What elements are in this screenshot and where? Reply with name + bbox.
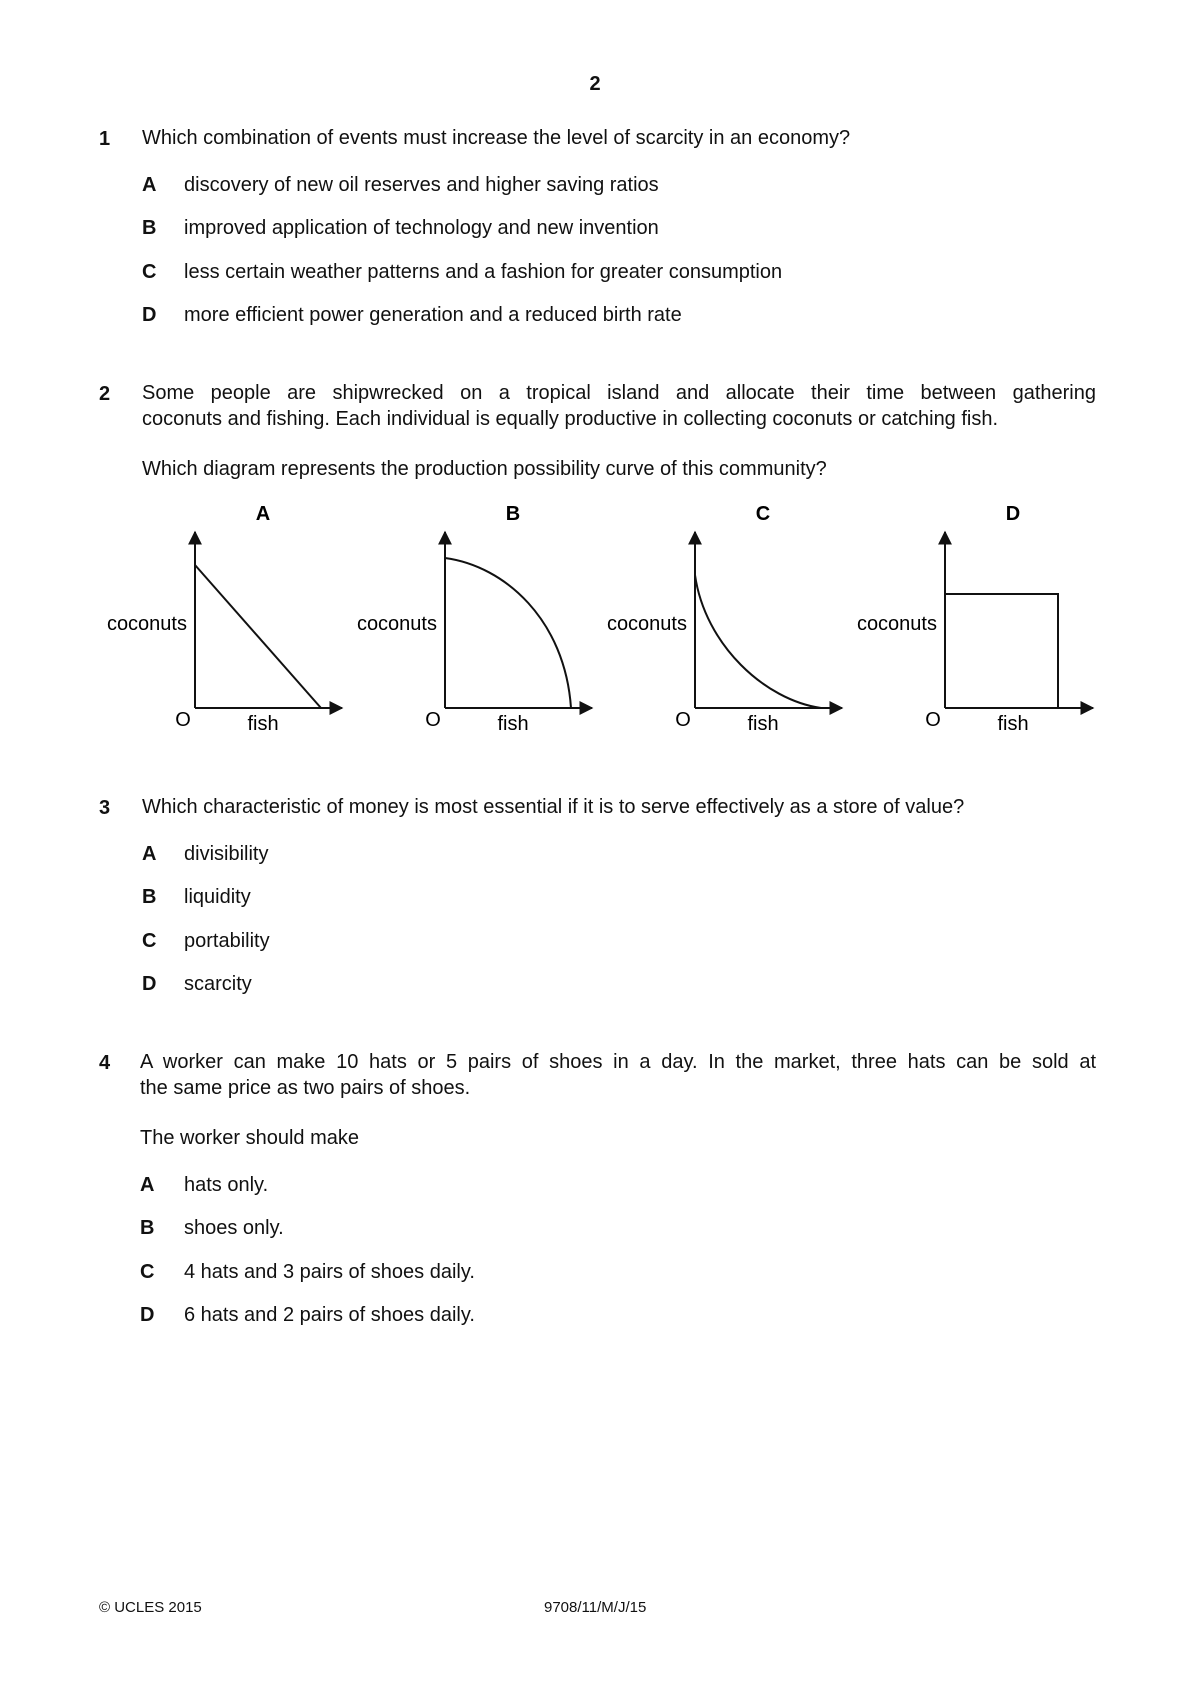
q4-option-a-letter: A [140,1174,155,1196]
q1-option-a-text: discovery of new oil reserves and higher saving ratios [184,174,659,196]
question-2-text-line1: Some people are shipwrecked on a tropical island and allocate their time between gathering [142,382,1096,404]
diagram-b-xlabel: fish [497,713,529,735]
q4-option-c-text: 4 hats and 3 pairs of shoes daily. [184,1261,475,1283]
question-2-text-line2: coconuts and fishing. Each individual is equally productive in collecting coconuts or catching fish. [142,408,999,430]
diagram-b [357,503,592,735]
diagram-d [857,503,1093,735]
question-2-prompt: Which diagram represents the production possibility curve of this community? [142,458,827,480]
diagram-a-origin: O [175,709,191,731]
question-3-text: Which characteristic of money is most essential if it is to serve effectively as a store of value? [142,796,965,818]
diagram-d-origin: O [925,709,941,731]
diagram-b-letter: B [505,503,521,525]
q1-option-a-letter: A [142,174,157,196]
q4-option-c-letter: C [140,1261,155,1283]
q1-option-d-text: more efficient power generation and a reduced birth rate [184,304,682,326]
q1-option-d-letter: D [142,304,157,326]
question-2-number: 2 [99,383,111,405]
diagram-c-letter: C [755,503,771,525]
diagram-d-ylabel: coconuts [856,613,937,635]
ppc-diagrams [95,500,1095,750]
diagram-c-xlabel: fish [747,713,779,735]
question-1-text: Which combination of events must increase the level of scarcity in an economy? [142,127,851,149]
q3-option-d-text: scarcity [184,973,252,995]
question-4-number: 4 [99,1052,111,1074]
question-4-text-line1: A worker can make 10 hats or 5 pairs of shoes in a day. In the market, three hats can be sold at [140,1051,1096,1073]
diagram-b-ylabel: coconuts [356,613,437,635]
q4-option-d-letter: D [140,1304,155,1326]
question-4-text-line2: the same price as two pairs of shoes. [140,1077,471,1099]
diagram-a-ylabel: coconuts [106,613,187,635]
q1-option-b-letter: B [142,217,157,239]
diagram-c-ppc-curve [695,575,821,708]
question-1-number: 1 [99,128,111,150]
q3-option-c-text: portability [184,930,270,952]
footer-copyright: © UCLES 2015 [99,1599,202,1616]
q3-option-b-text: liquidity [184,886,251,908]
q3-option-a-letter: A [142,843,157,865]
diagram-c-ylabel: coconuts [606,613,687,635]
q3-option-c-letter: C [142,930,157,952]
diagram-d-letter: D [1005,503,1021,525]
diagram-a [107,503,342,735]
page-number: 2 [589,73,601,95]
q4-option-a-text: hats only. [184,1174,269,1196]
q3-option-d-letter: D [142,973,157,995]
q4-option-b-text: shoes only. [184,1217,284,1239]
diagram-b-ppc-curve [445,558,571,708]
diagram-b-origin: O [425,709,441,731]
footer-paper-code: 9708/11/M/J/15 [544,1599,647,1616]
q4-option-b-letter: B [140,1217,155,1239]
q1-option-c-text: less certain weather patterns and a fashion for greater consumption [184,261,783,283]
q3-option-b-letter: B [142,886,157,908]
q3-option-a-text: divisibility [184,843,269,865]
question-4-prompt: The worker should make [140,1127,359,1149]
diagram-d-ppc-rectangle [945,594,1058,708]
diagram-a-ppc-line [195,565,321,708]
q1-option-b-text: improved application of technology and new invention [184,217,659,239]
diagram-d-xlabel: fish [997,713,1029,735]
diagram-c [607,503,842,735]
q4-option-d-text: 6 hats and 2 pairs of shoes daily. [184,1304,475,1326]
diagram-c-origin: O [675,709,691,731]
diagram-a-letter: A [255,503,271,525]
q1-option-c-letter: C [142,261,157,283]
question-3-number: 3 [99,797,111,819]
diagram-a-xlabel: fish [247,713,279,735]
